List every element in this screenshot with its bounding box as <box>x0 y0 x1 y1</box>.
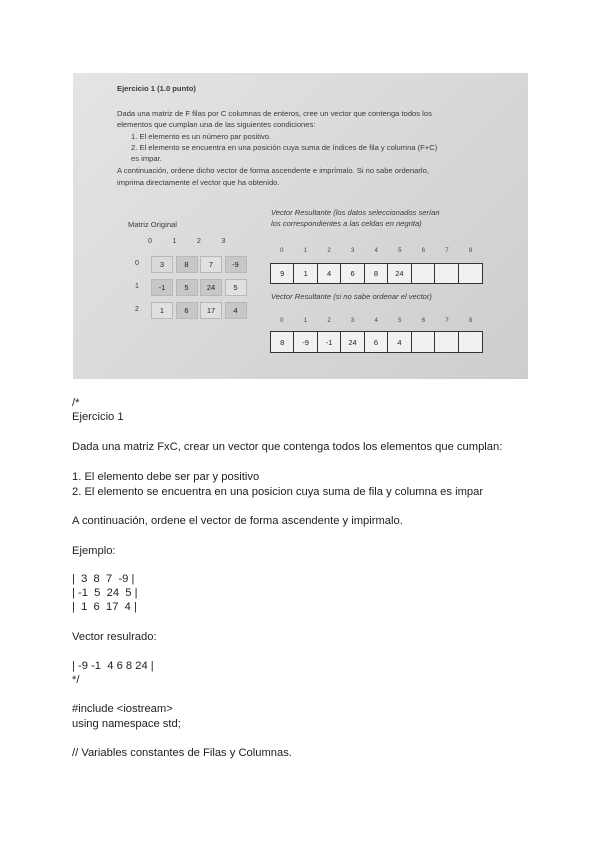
vector-cell <box>435 332 458 352</box>
vector-index: 8 <box>468 248 473 254</box>
constants-comment: // Variables constantes de Filas y Columnas. <box>72 747 292 759</box>
matrix-cell: 17 <box>200 302 222 319</box>
vector-cell <box>412 264 435 283</box>
sort-instruction-line: A continuación, ordene el vector de forma ascendente y impirmalo. <box>72 515 403 527</box>
matrix-row-index: 2 <box>135 306 139 313</box>
vector-cell <box>459 264 482 283</box>
photo-title: Ejercicio 1 (1.0 punto) <box>117 84 196 93</box>
vector-cell <box>459 332 482 352</box>
matrix-cell: 6 <box>176 302 198 319</box>
vector-label-1b: los correspondientes a las celdas en negrita) <box>271 219 422 228</box>
vector-index: 4 <box>374 248 378 254</box>
comment-close: */ <box>72 674 80 686</box>
vector-index: 5 <box>398 248 402 254</box>
vector-index: 7 <box>445 248 449 254</box>
vector-1 <box>270 263 483 284</box>
matrix-cell: 4 <box>225 302 247 319</box>
photo-after-1: A continuación, ordene dicho vector de forma ascendente e imprímalo. Si no sabe ordenarlo, <box>117 166 429 175</box>
photo-after-2: imprima directamente el vector que ha obtenido. <box>117 178 280 187</box>
vector-cell: 24 <box>341 332 364 352</box>
include-line: #include <iostream> <box>72 703 173 715</box>
vector-cell <box>412 332 435 352</box>
vector-cell: 8 <box>271 332 294 352</box>
vector-cell: -9 <box>294 332 317 352</box>
matrix-row-3: | 1 6 17 4 | <box>72 601 137 613</box>
matrix-cell: 24 <box>200 279 222 296</box>
matrix-col-index: 0 <box>148 238 152 245</box>
matrix-cell: 1 <box>151 302 173 319</box>
result-vector: | -9 -1 4 6 8 24 | <box>72 660 154 672</box>
vector-2 <box>270 331 483 353</box>
comment-open: /* <box>72 397 80 409</box>
matrix-cell: 8 <box>176 256 198 273</box>
result-label: Vector resulrado: <box>72 631 157 643</box>
photo-intro-1: Dada una matriz de F filas por C columnas de enteros, cree un vector que contenga todos los <box>117 109 432 118</box>
matrix-col-index: 2 <box>197 238 201 245</box>
exercise-heading: Ejercicio 1 <box>72 411 124 423</box>
matrix-row-index: 0 <box>135 260 139 267</box>
vector-cell: 6 <box>341 264 364 283</box>
matrix-cell: 5 <box>225 279 247 296</box>
condition-2-line: 2. El elemento se encuentra en una posicion cuya suma de fila y columna es impar <box>72 486 484 498</box>
vector-index: 6 <box>421 318 426 324</box>
example-label: Ejemplo: <box>72 545 116 557</box>
vector-index: 3 <box>350 248 355 254</box>
photo-condition-1: 1. El elemento es un número par positivo. <box>131 132 272 141</box>
matrix-cell: 3 <box>151 256 173 273</box>
vector-index: 3 <box>350 318 355 324</box>
matrix-cell: -1 <box>151 279 173 296</box>
vector-index: 0 <box>280 318 284 324</box>
vector-cell: 4 <box>388 332 411 352</box>
vector-cell: -1 <box>318 332 341 352</box>
vector-label-2: Vector Resultante (si no sabe ordenar el vector) <box>271 292 432 301</box>
namespace-line: using namespace std; <box>72 718 181 730</box>
vector-cell: 6 <box>365 332 388 352</box>
vector-index: 2 <box>327 248 331 254</box>
statement-line: Dada una matriz FxC, crear un vector que contenga todos los elementos que cumplan: <box>72 441 503 453</box>
matrix-label: Matriz Original <box>128 220 177 229</box>
condition-1-line: 1. El elemento debe ser par y positivo <box>72 471 260 483</box>
vector-index: 1 <box>303 318 308 324</box>
vector-cell: 8 <box>365 264 388 283</box>
vector-index: 4 <box>374 318 378 324</box>
vector-index: 2 <box>327 318 331 324</box>
vector-cell: 24 <box>388 264 411 283</box>
vector-label-1a: Vector Resultante (los datos seleccionados serían <box>271 208 440 217</box>
photo-intro-2: elementos que cumplan una de las siguientes condiciones: <box>117 120 316 129</box>
vector-cell: 9 <box>271 264 294 283</box>
matrix-row-2: | -1 5 24 5 | <box>72 587 138 599</box>
vector-cell: 4 <box>318 264 341 283</box>
matrix-cell: 5 <box>176 279 198 296</box>
photo-condition-3: es impar. <box>131 154 162 163</box>
vector-index: 8 <box>468 318 473 324</box>
photo-condition-2: 2. El elemento se encuentra en una posición cuya suma de índices de fila y columna (F+C) <box>131 143 438 152</box>
matrix-row-index: 1 <box>135 283 139 290</box>
vector-index: 1 <box>303 248 308 254</box>
vector-index: 0 <box>280 248 284 254</box>
matrix-row-1: | 3 8 7 -9 | <box>72 573 135 585</box>
vector-cell <box>435 264 458 283</box>
vector-index: 5 <box>398 318 402 324</box>
matrix-cell: -9 <box>225 256 247 273</box>
vector-index: 7 <box>445 318 449 324</box>
matrix-col-index: 1 <box>172 238 177 245</box>
vector-cell: 1 <box>294 264 317 283</box>
exercise-photo <box>73 73 528 379</box>
matrix-col-index: 3 <box>221 238 226 245</box>
vector-index: 6 <box>421 248 426 254</box>
matrix-cell: 7 <box>200 256 222 273</box>
